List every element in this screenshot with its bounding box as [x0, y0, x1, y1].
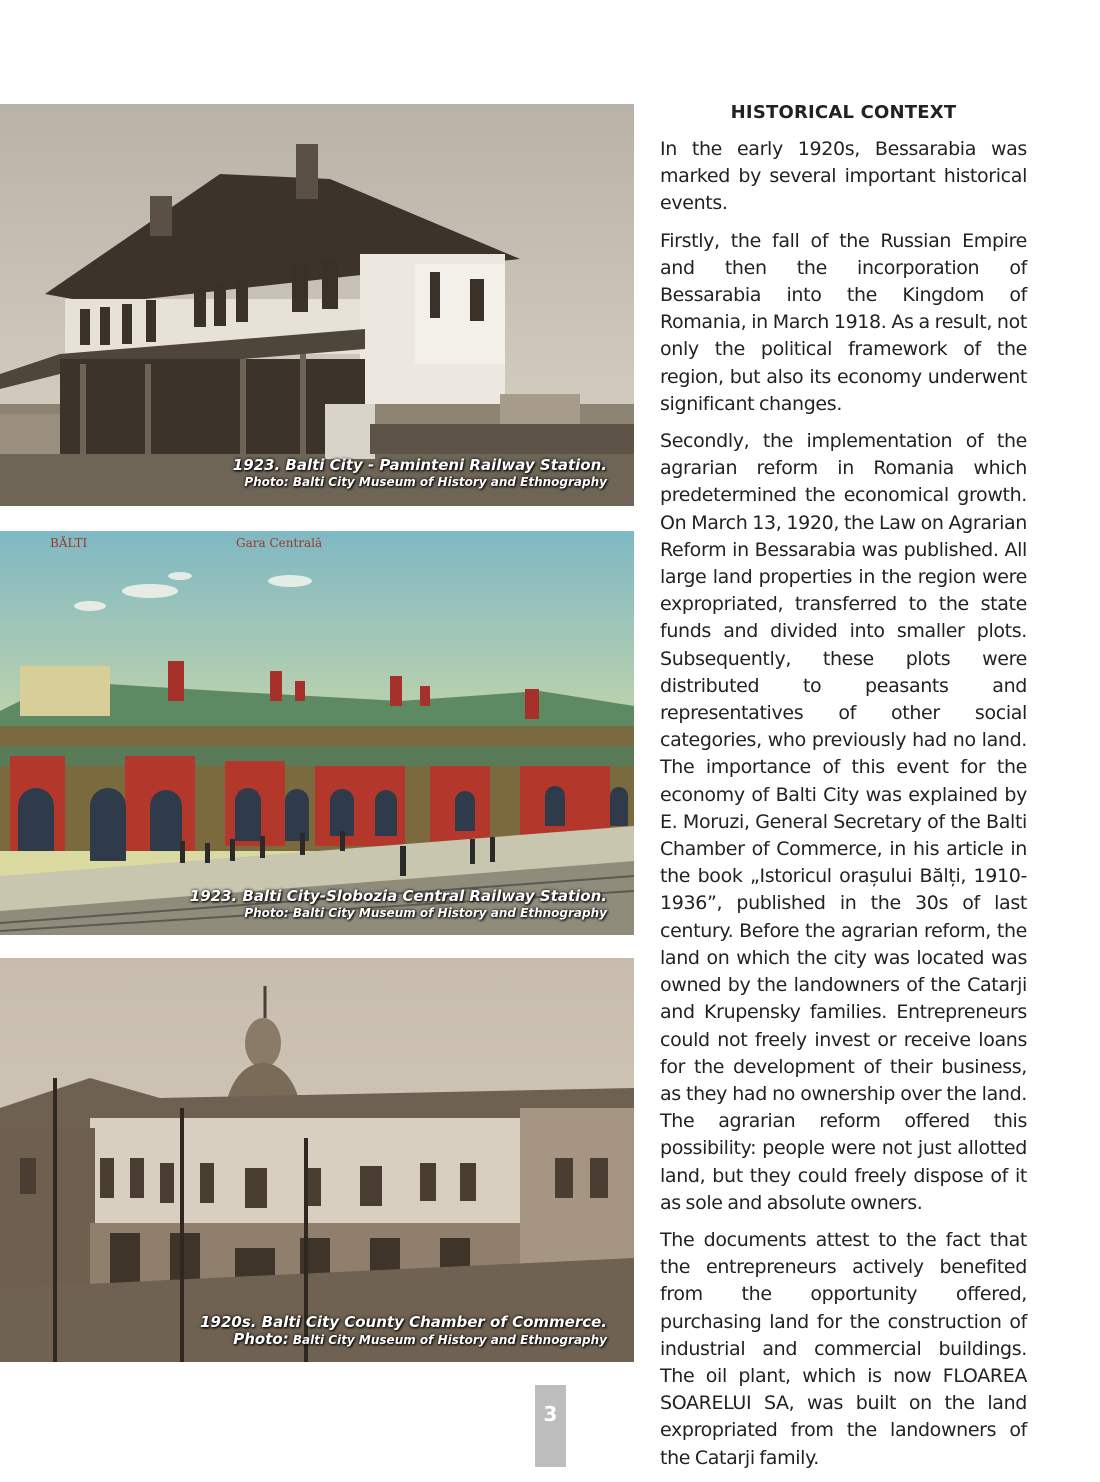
photo-paminteni-image	[0, 104, 634, 506]
photo-paminteni-station	[0, 104, 634, 506]
photo-slobozia-station	[0, 531, 634, 935]
caption-title: 1923. Balti City - Paminteni Railway Station.	[232, 456, 607, 474]
caption-credit	[200, 1331, 607, 1348]
caption-title: 1923. Balti City-Slobozia Central Railway Station.	[189, 887, 607, 905]
caption-credit-prefix: Photo:	[233, 1330, 289, 1348]
page-number: 3	[535, 1385, 566, 1467]
photo-chamber-caption	[200, 1313, 607, 1348]
photo-chamber-image	[0, 958, 634, 1362]
caption-credit-text: Balti City Museum of History and Ethnography	[292, 1333, 607, 1347]
article-paragraph: In the early 1920s, Bessarabia was marked by several important historical events.	[660, 138, 1027, 215]
article-paragraph: Secondly, the implementation of the agrarian reform in Romania which predetermined the economical growth. On March 13, 1920, the Law on Agrarian Reform in Bessarabia was published. All large land properties in the region were expropriated, transferred to the state funds and divided into smaller plots. Subsequently, these plots were distributed to peasants and representatives of other social categories, who previously had no land. The importance of this event for the economy of Balti City was explained by E. Moruzi, General Secretary of the Balti Chamber of Commerce, in his article in the book „Istoricul orașului Bălți, 1910-1936”, published in the 30s of last century. Before the agrarian reform, the land on which the city was located was owned by the landowners of the Catarji and Krupensky families. Entrepreneurs could not freely invest or receive loans for the development of their business, as they had no ownership over the land. The agrarian reform offered this possibility: people were not just allotted land, but they could freely dispose of it as sole and absolute owners.	[660, 430, 1027, 1214]
article-column	[660, 100, 1027, 1482]
postcard-station-label: Gara Centrală	[236, 536, 323, 550]
photo-slobozia-image	[0, 531, 634, 935]
caption-title: 1920s. Balti City County Chamber of Commerce.	[200, 1313, 607, 1331]
postcard-city-label: BĂLTI	[50, 536, 88, 550]
photo-slobozia-caption	[190, 887, 607, 921]
article-paragraph: The documents attest to the fact that the entrepreneurs actively benefited from the opportunity offered, purchasing land for the construction of industrial and commercial buildings. The oil plant, which is now FLOAREA SOARELUI SA, was built on the land expropriated from the landowners of the Catarji family.	[660, 1228, 1027, 1469]
caption-credit: Photo: Balti City Museum of History and Ethnography	[244, 906, 607, 920]
caption-credit: Photo: Balti City Museum of History and Ethnography	[244, 475, 607, 489]
photo-paminteni-caption	[233, 456, 607, 490]
photo-chamber-of-commerce	[0, 958, 634, 1362]
article-paragraph: Firstly, the fall of the Russian Empire and then the incorporation of Bessarabia into the Kingdom of Romania, in March 1918. As a result, not only the political framework of the region, but also its economy underwent significant changes.	[660, 229, 1027, 415]
section-heading: HISTORICAL CONTEXT	[730, 102, 957, 123]
